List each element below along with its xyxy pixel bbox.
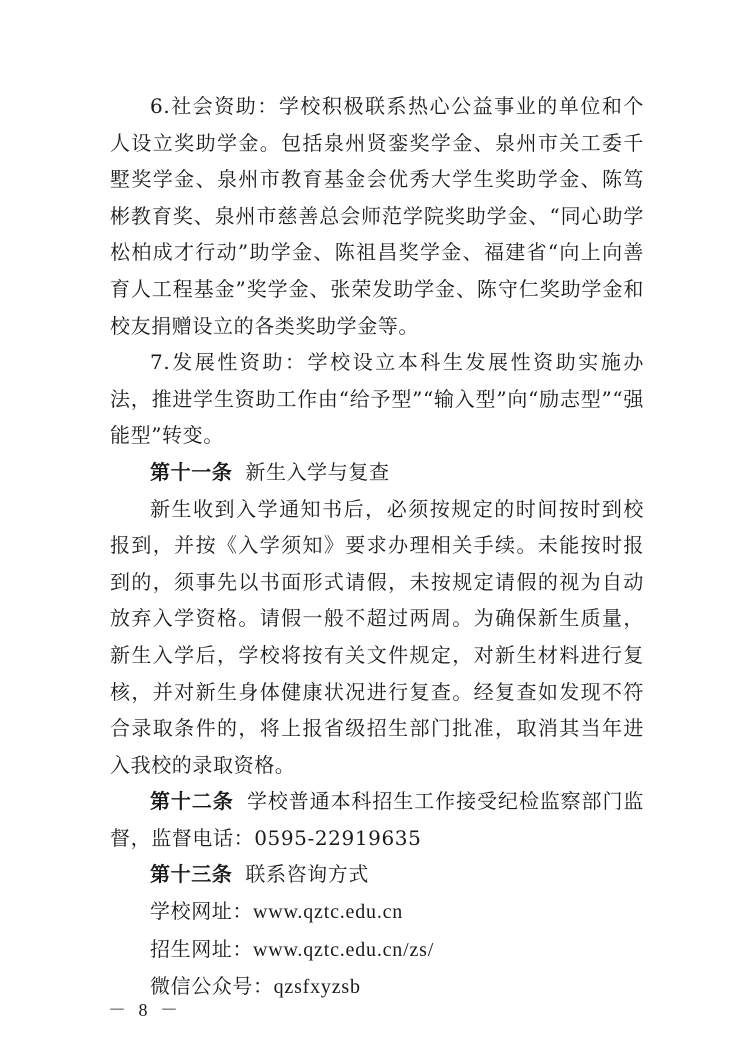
article-13-number: 第十三条	[150, 862, 233, 887]
article-11-title: 新生入学与复查	[245, 459, 390, 484]
contact-website	[110, 893, 644, 931]
paragraph-development-aid: 7.发展性资助：学校设立本科生发展性资助实施办法，推进学生资助工作由“给予型”“输入型”向“励志型”“强能型”转变。	[110, 350, 644, 448]
article-13-title: 联系咨询方式	[245, 862, 369, 887]
contact-wechat	[110, 968, 644, 1006]
wechat-account: qzsfxyzsb	[273, 976, 361, 999]
admission-link[interactable]: www.qztc.edu.cn/zs/	[253, 938, 435, 961]
contact-admission-website	[110, 931, 644, 969]
website-link[interactable]: www.qztc.edu.cn	[253, 901, 404, 924]
article-11-number: 第十一条	[150, 459, 233, 484]
wechat-label: 微信公众号：	[150, 974, 274, 999]
article-11-body: 新生收到入学通知书后，必须按规定的时间按时到校报到，并按《入学须知》要求办理相关手续。未能按时报到的，须事先以书面形式请假，未按规定请假的视为自动放弃入学资格。请假一般不超过两周。为确保新生质量，新生入学后，学校将按有关文件规定，对新生材料进行复核，并对新生身体健康状况进行复查。经复查如发现不符合录取条件的，将上报省级招生部门批准，取消其当年进入我校的录取资格。	[110, 496, 644, 777]
article-12-body: 学校普通本科招生工作接受纪检监察部门监督，监督电话：0595-22919635	[110, 789, 644, 850]
admission-label: 招生网址：	[150, 936, 253, 961]
paragraph-social-aid: 6.社会资助：学校积极联系热心公益事业的单位和个人设立奖助学金。包括泉州贤銮奖学金、泉州市关工委千墅奖学金、泉州市教育基金会优秀大学生奖助学金、陈笃彬教育奖、泉州市慈善总会师范学院奖助学金、“同心助学 松柏成才行动”助学金、陈祖昌奖学金、福建省“向上向善育人工程基金”奖学金、张荣发助学金、陈守仁奖助学金和校友捐赠设立的各类奖助学金等。	[110, 94, 644, 338]
article-11-heading	[110, 454, 644, 491]
document-body	[110, 88, 644, 1006]
website-label: 学校网址：	[150, 899, 253, 924]
article-12-number: 第十二条	[150, 789, 234, 814]
page-number: － 8 －	[108, 1000, 182, 1020]
article-13-heading	[110, 856, 644, 893]
article-12	[110, 783, 644, 856]
